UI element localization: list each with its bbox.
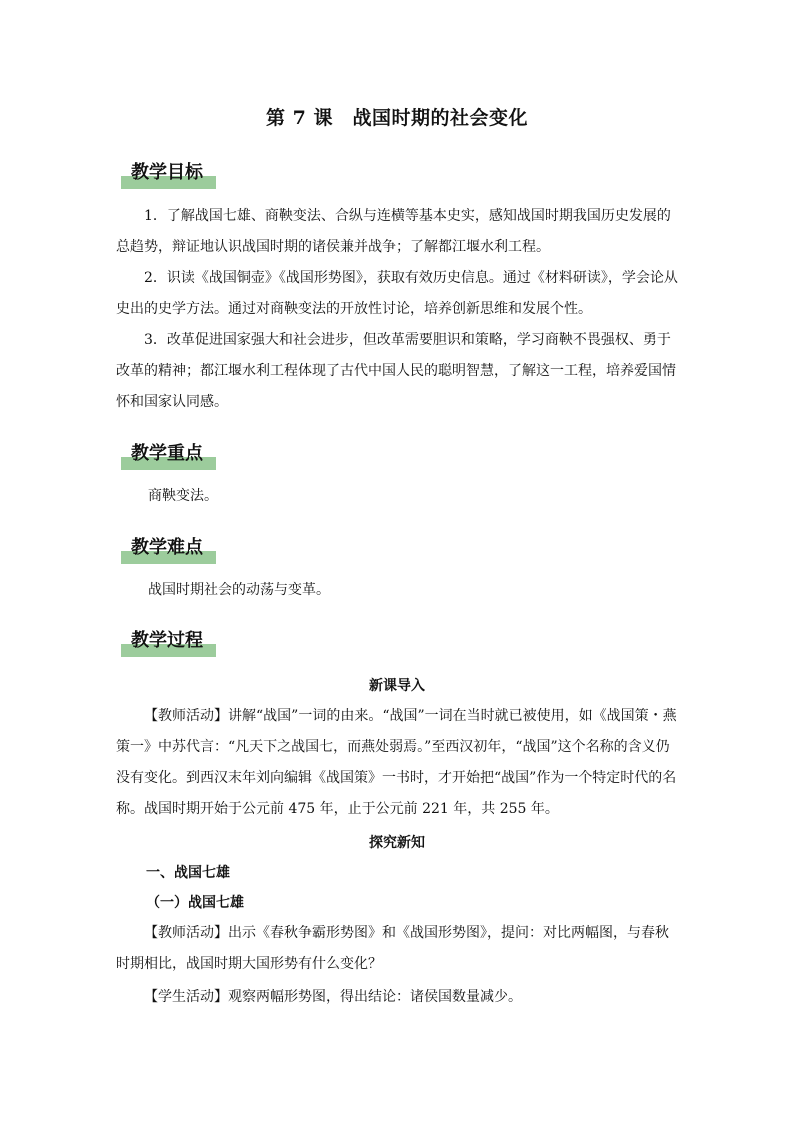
section-heading-process bbox=[121, 628, 211, 658]
teacher-activity-paragraph: 【教师活动】出示《春秋争霸形势图》和《战国形势图》，提问：对比两幅图，与春秋时期相比，战国时期大国形势有什么变化？ bbox=[116, 925, 669, 972]
section-heading-key-point bbox=[121, 441, 211, 471]
objective-item-1: 1．了解战国七雄、商鞅变法、合纵与连横等基本史实，感知战国时期我国历史发展的总趋势，辩证地认识战国时期的诸侯兼并战争；了解都江堰水利工程。 bbox=[116, 208, 671, 255]
page-title: 第 7 课 战国时期的社会变化 bbox=[266, 107, 528, 129]
section-heading-difficulty bbox=[121, 535, 211, 565]
explore-heading: 探究新知 bbox=[369, 835, 425, 851]
section-heading-label: 教学重点 bbox=[131, 443, 203, 464]
difficulty-text: 战国时期社会的动荡与变革。 bbox=[148, 582, 330, 598]
section-heading-label: 教学过程 bbox=[131, 630, 203, 651]
intro-heading: 新课导入 bbox=[369, 678, 425, 694]
section-heading-label: 教学目标 bbox=[131, 162, 203, 183]
part1-heading: 一、战国七雄 bbox=[146, 865, 230, 881]
section-heading-label: 教学难点 bbox=[131, 537, 203, 558]
part1-sub-heading: （一）战国七雄 bbox=[146, 895, 244, 911]
student-activity-paragraph: 【学生活动】观察两幅形势图，得出结论：诸侯国数量减少。 bbox=[144, 989, 522, 1005]
intro-paragraph: 【教师活动】讲解“战国”一词的由来。“战国”一词在当时就已被使用，如《战国策・燕策一》中苏代言：“凡天下之战国七，而燕处弱焉。”至西汉初年，“战国”这个名称的含义仍没有变化。到西汉末年刘向编辑《战国策》一书时，才开始把“战国”作为一个特定时代的名称。战国时期开始于公元前 475 年，止于公元前 221 年，共 255 年。 bbox=[116, 708, 677, 817]
section-heading-objectives bbox=[121, 160, 211, 190]
objective-item-2: 2．识读《战国铜壶》《战国形势图》，获取有效历史信息。通过《材料研读》，学会论从史出的史学方法。通过对商鞅变法的开放性讨论，培养创新思维和发展个性。 bbox=[116, 270, 678, 317]
objective-item-3: 3．改革促进国家强大和社会进步，但改革需要胆识和策略，学习商鞅不畏强权、勇于改革的精神；都江堰水利工程体现了古代中国人民的聪明智慧，了解这一工程，培养爱国情怀和国家认同感。 bbox=[116, 332, 676, 410]
key-point-text: 商鞅变法。 bbox=[148, 488, 218, 504]
